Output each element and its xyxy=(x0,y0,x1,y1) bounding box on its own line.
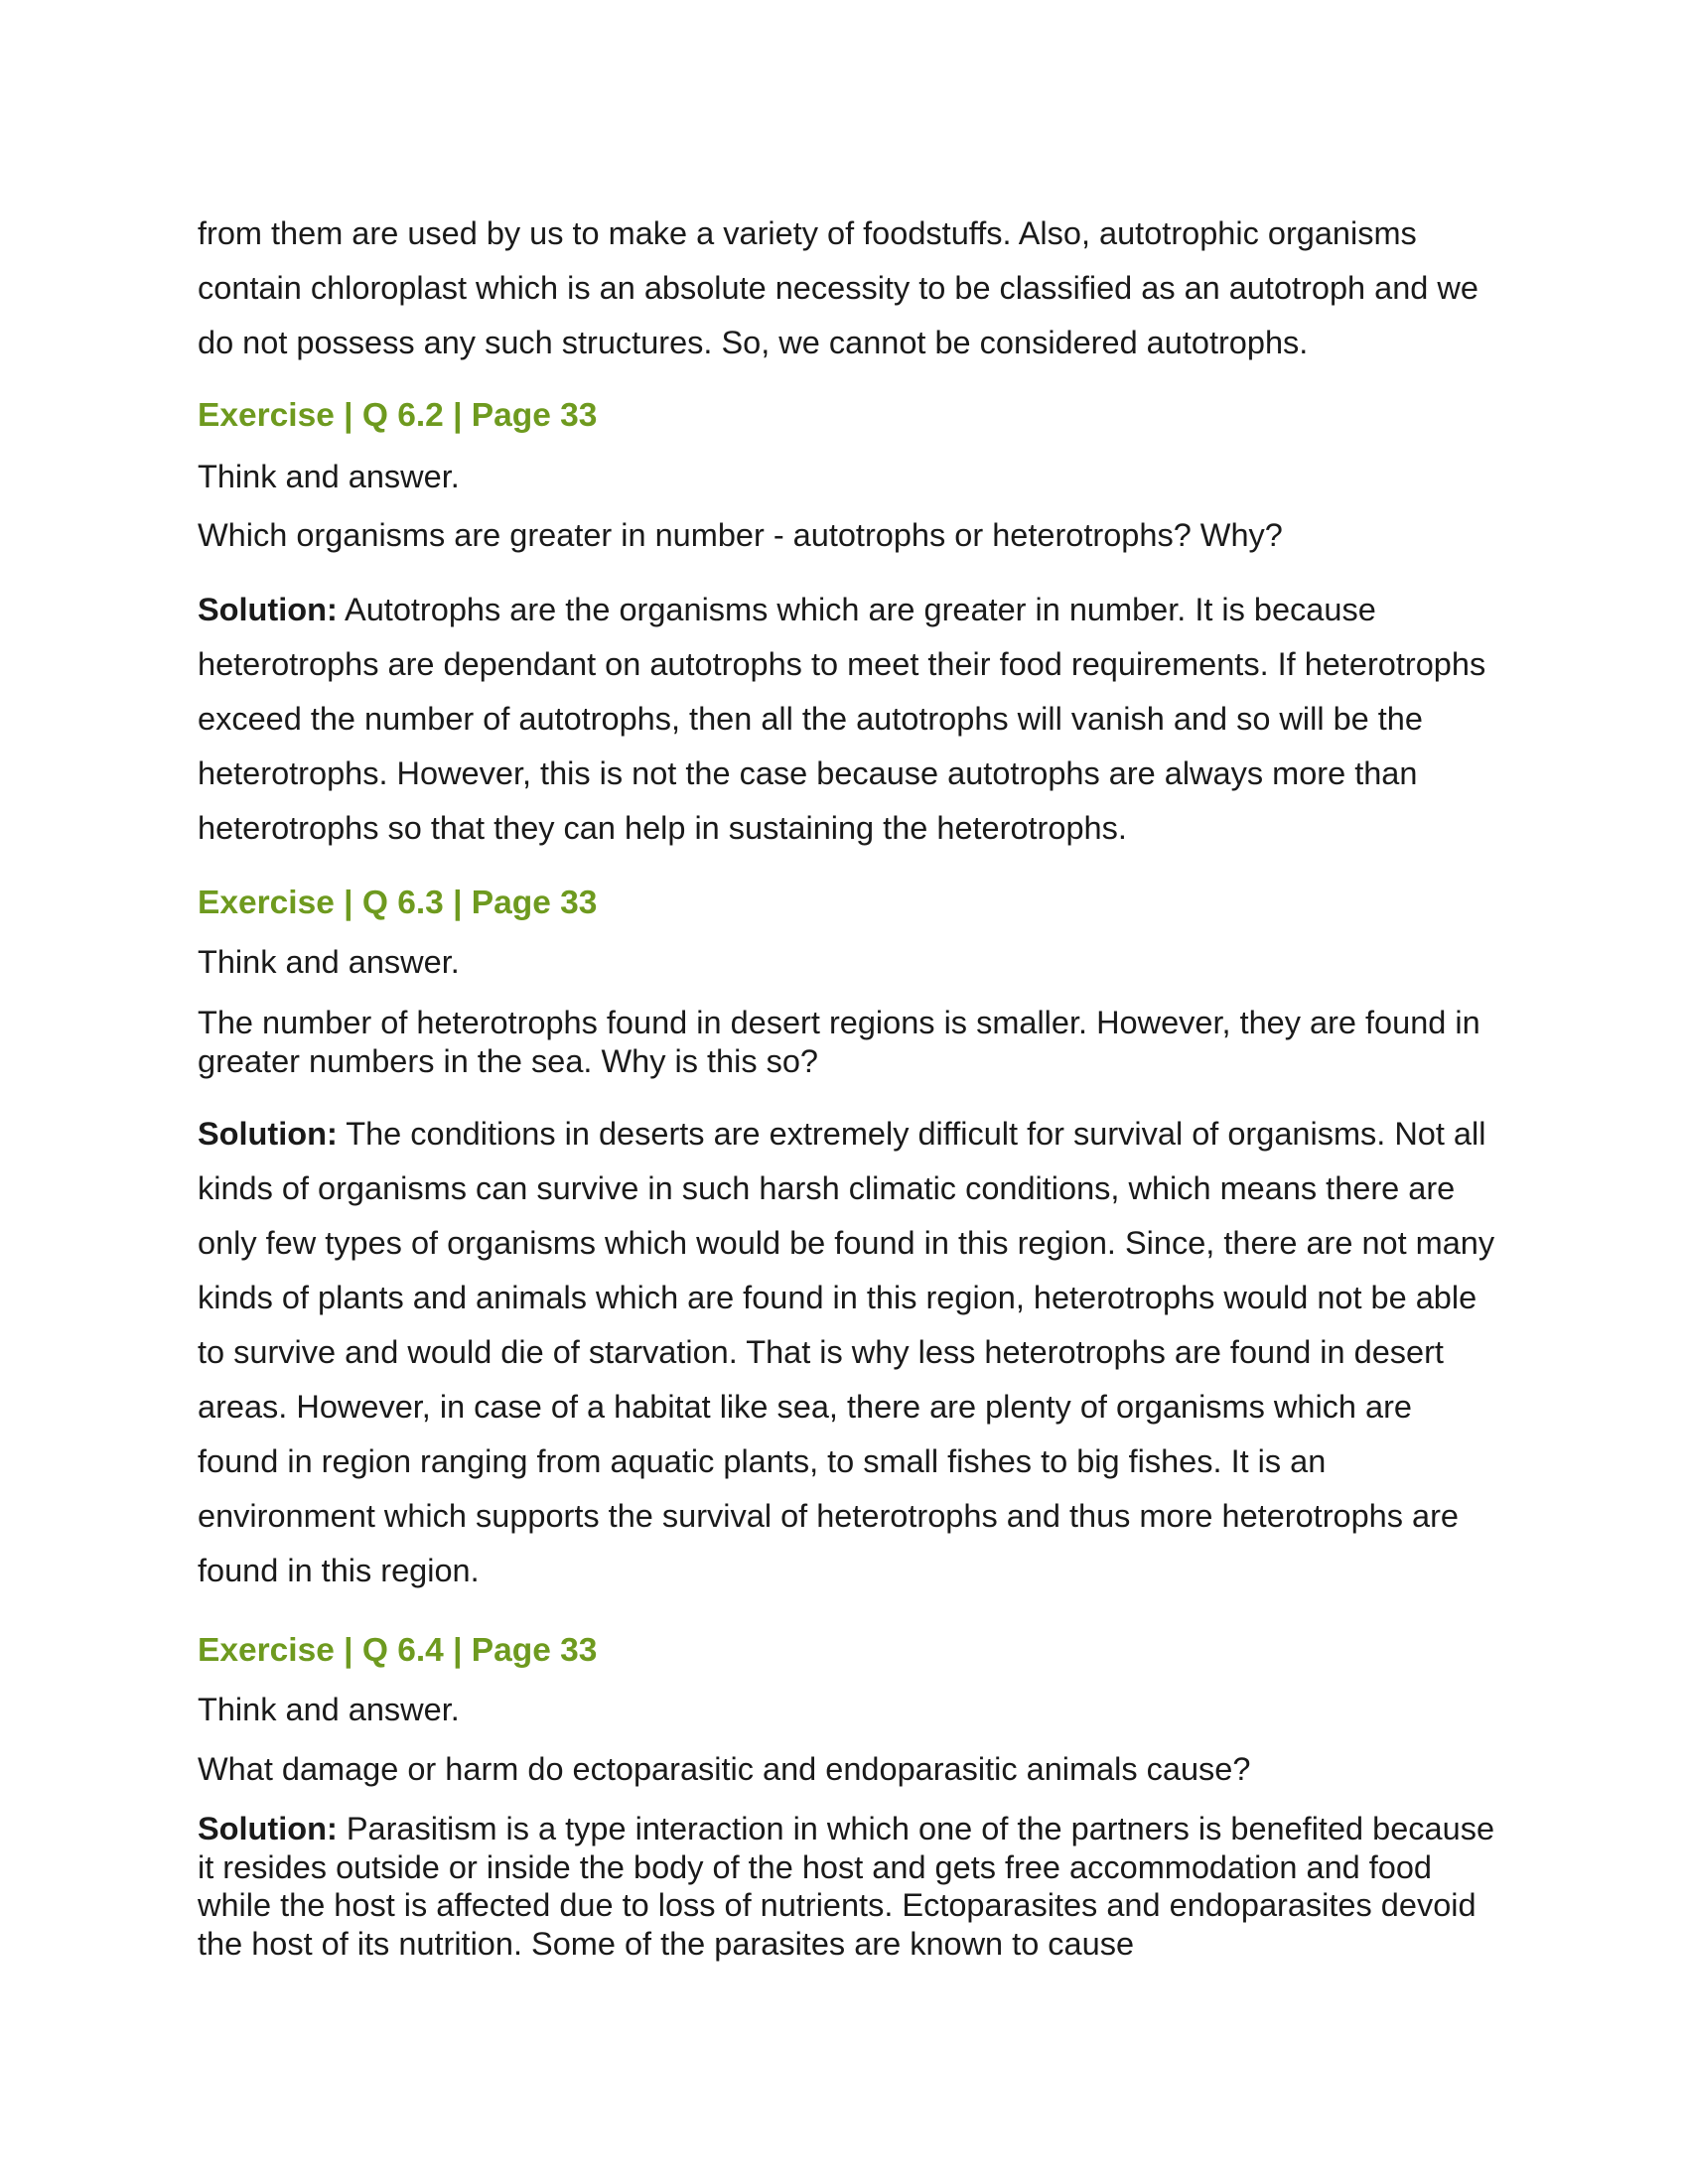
exercise-6-2-solution-block xyxy=(198,583,1498,856)
exercise-6-3-prompt-block xyxy=(198,943,1498,982)
exercise-6-4-prompt-block xyxy=(198,1691,1498,1729)
exercise-question: What damage or harm do ectoparasitic and endoparasitic animals cause? xyxy=(198,1751,1251,1787)
solution-label: Solution: xyxy=(198,1811,338,1846)
solution-text: Autotrophs are the organisms which are greater in number. It is because heterotrophs are dependant on autotrophs to meet their food requirements. If heterotrophs exceed the number of autotrophs, then all the autotrophs will vanish and so will be the heterotrophs. However, this is not the case because autotrophs are always more than heterotrophs so that they can help in sustaining the heterotrophs. xyxy=(198,592,1486,846)
exercise-6-3 xyxy=(198,884,1498,923)
exercise-6-4-solution-block xyxy=(198,1810,1498,1963)
exercise-heading: Exercise | Q 6.3 | Page 33 xyxy=(198,885,598,921)
intro-section xyxy=(198,206,1498,370)
solution-label: Solution: xyxy=(198,592,338,627)
solution-label: Solution: xyxy=(198,1116,338,1152)
intro-paragraph: from them are used by us to make a variety of foodstuffs. Also, autotrophic organisms contain chloroplast which is an absolute necessity to be classified as an autotroph and we do not possess any such structures. So, we cannot be considered autotrophs. xyxy=(198,215,1478,360)
solution-text: Parasitism is a type interaction in which one of the partners is benefited because it resides outside or inside the body of the host and gets free accommodation and food while the host is affected due to loss of nutrients. Ectoparasites and endoparasites devoid the host of its nutrition. Some of the parasites are known to cause xyxy=(198,1811,1495,1962)
exercise-question: The number of heterotrophs found in desert regions is smaller. However, they are found in greater numbers in the sea. Why is this so? xyxy=(198,1005,1480,1079)
exercise-6-2 xyxy=(198,396,1498,436)
exercise-6-3-solution-block xyxy=(198,1107,1498,1598)
exercise-6-2-question-block xyxy=(198,516,1498,555)
exercise-prompt: Think and answer. xyxy=(198,944,460,980)
solution-paragraph xyxy=(198,583,1498,856)
solution-paragraph xyxy=(198,1107,1498,1598)
exercise-6-2-prompt-block xyxy=(198,458,1498,496)
exercise-6-4-question-block xyxy=(198,1750,1498,1789)
exercise-6-4 xyxy=(198,1631,1498,1671)
exercise-prompt: Think and answer. xyxy=(198,459,460,494)
exercise-question: Which organisms are greater in number - autotrophs or heterotrophs? Why? xyxy=(198,517,1283,553)
exercise-heading: Exercise | Q 6.2 | Page 33 xyxy=(198,397,598,434)
exercise-prompt: Think and answer. xyxy=(198,1692,460,1727)
solution-paragraph xyxy=(198,1810,1498,1963)
exercise-6-3-question-block xyxy=(198,1004,1498,1080)
exercise-heading: Exercise | Q 6.4 | Page 33 xyxy=(198,1632,598,1669)
solution-text: The conditions in deserts are extremely difficult for survival of organisms. Not all kinds of organisms can survive in such harsh climatic conditions, which means there are only few types of organisms which would be found in this region. Since, there are not many kinds of plants and animals which are found in this region, heterotrophs would not be able to survive and would die of starvation. That is why less heterotrophs are found in desert areas. However, in case of a habitat like sea, there are plenty of organisms which are found in region ranging from aquatic plants, to small fishes to big fishes. It is an environment which supports the survival of heterotrophs and thus more heterotrophs are found in this region. xyxy=(198,1116,1495,1588)
